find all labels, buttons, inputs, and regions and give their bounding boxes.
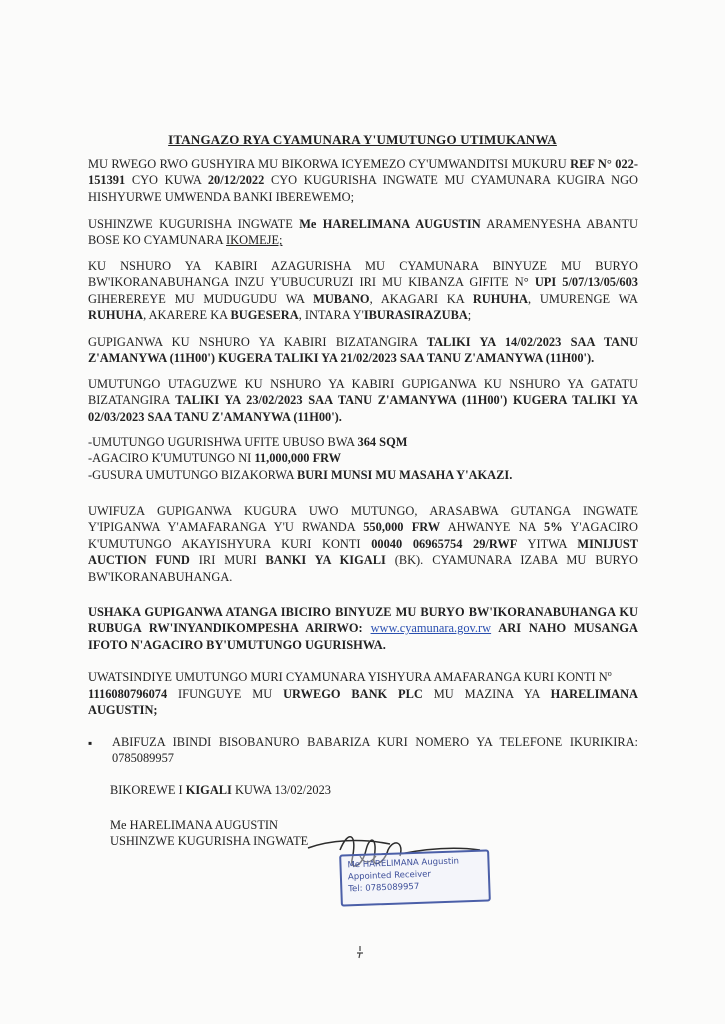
text: USHINZWE KUGURISHA INGWATE (88, 217, 300, 231)
text: Y'AGACIRO K'UMUTUNGO AKAYISHYURA KURI KONTI (88, 520, 638, 551)
text: MU MAZINA YA (422, 686, 551, 701)
deposit-percent: 5% (544, 520, 563, 535)
text: AHWANYE NA (440, 520, 545, 535)
signing-date: KUWA 13/02/2023 (231, 783, 331, 797)
sector: RUHUHA (88, 308, 144, 323)
text: -UMUTUNGO UGURISHWA UFITE UBUSO BWA (88, 435, 358, 449)
paragraph-third-bidding (88, 376, 638, 425)
text: -GUSURA UMUTUNGO BIZAKORWA (88, 467, 297, 482)
deposit-amount: 550,000 FRW (363, 520, 441, 535)
text: IRI MURI (189, 553, 266, 568)
signer-role: USHINZWE KUGURISHA INGWATE (110, 834, 309, 849)
text: (BK). CYAMUNARA IZABA MU BURYO BW'IKORANABUHANGA. (88, 553, 639, 584)
upi-number: UPI 5/07/13/05/603 (534, 275, 638, 290)
province: IBURASIRAZUBA (363, 308, 468, 323)
text: USHAKA GUPIGANWA ATANGA IBICIRO BINYUZE MU BURYO BW'IKORANABUHANGA KU RUBUGA RW'INYANDIKOMPESHA ARIRWO: (88, 605, 638, 636)
paragraph-decision (88, 156, 638, 205)
paragraph-deposit (88, 503, 638, 585)
text: GUPIGANWA KU NSHURO YA KABIRI BIZATANGIRA (88, 335, 427, 349)
auction-website-link[interactable]: www.cyamunara.gov.rw (370, 621, 492, 636)
paragraph-contact: ABIFUZA IBINDI BISOBANURO BABARIZA KURI NOMERO YA TELEFONE IKURIKIRA: 0785089957 (112, 735, 638, 766)
stamp-line: Me HARELIMANA Augustin (347, 856, 460, 871)
list-item (88, 434, 638, 450)
visit-hours: BURI MUNSI MU MASAHA Y'AKAZI. (296, 467, 513, 482)
text: MU RWEGO RWO GUSHYIRA MU BIKORWA ICYEMEZO CY'UMWANDITSI MUKURU (88, 157, 571, 171)
text: , INTARA Y' (298, 308, 364, 323)
property-value: 11,000,000 FRW (254, 451, 342, 466)
text: GIHEREREYE MU MUDUGUDU WA (88, 291, 314, 306)
property-area: 364 SQM (357, 435, 408, 449)
text: ; (467, 308, 472, 323)
account-holder: HARELIMANA AUGUSTIN; (88, 686, 639, 717)
text: IKOMEJE; (226, 233, 283, 248)
text: , UMURENGE WA (527, 291, 638, 306)
official-stamp (339, 849, 491, 906)
text: , AKAGARI KA (369, 291, 473, 306)
text: KU NSHURO YA KABIRI AZAGURISHA MU CYAMUNARA BINYUZE MU BURYO BW'IKORANABUHANGA INZU Y'UBUCURUZI IRI MU KIBANZA GIFITE N° (88, 259, 638, 290)
receiver-name: Me HARELIMANA AUGUSTIN (299, 217, 481, 231)
fund-name: MINIJUST AUCTION FUND (88, 536, 638, 568)
page-title: ITANGAZO RYA CYAMUNARA Y'UMUTUNGO UTIMUKANWA (168, 132, 557, 147)
signer-name: Me HARELIMANA AUGUSTIN (110, 818, 278, 832)
bidding-dates: TALIKI YA 14/02/2023 SAA TANU Z'AMANYWA (11H00') KUGERA TALIKI YA 21/02/2023 SAA TANU Z'AMANYWA (11H00'). (88, 335, 639, 366)
reference-number: REF N° 022-151391 (88, 157, 639, 188)
deposit-account: 00040 06965754 29/RWF (371, 536, 518, 551)
stamp-line: Tel: 0785089957 (348, 881, 420, 895)
text: BIKOREWE I (110, 783, 186, 797)
list-item (88, 450, 638, 466)
decision-date: 20/12/2022 (207, 173, 265, 188)
text: -AGACIRO K'UMUTUNGO NI (88, 451, 255, 466)
bidding-dates: TALIKI YA 23/02/2023 SAA TANU Z'AMANYWA (11H00') KUGERA TALIKI YA 02/03/2023 SAA TANU Z'AMANYWA (11H00'). (88, 393, 638, 424)
village: MUBANO (313, 291, 370, 306)
district: BUGESERA (230, 308, 299, 323)
bank-name: BANKI YA KIGALI (265, 553, 386, 568)
text: UMUTUNGO UTAGUZWE KU NSHURO YA KABIRI GUPIGANWA KU NSHURO YA GATATU BIZATANGIRA (88, 377, 638, 408)
text: ARAMENYESHA ABANTU BOSE KO CYAMUNARA (88, 217, 638, 248)
list-item (88, 467, 638, 483)
paragraph-second-bidding (88, 334, 638, 367)
text: YITWA (517, 536, 578, 551)
text: CYO KUGURISHA INGWATE MU CYAMUNARA KUGIRA NGO HISHYURWE UMWENDA BANKI IBEREWEMO; (88, 173, 639, 204)
text: CYO KUWA (125, 173, 208, 188)
paragraph-payment (88, 666, 638, 718)
place-and-date (110, 782, 660, 798)
property-details-list (88, 434, 638, 483)
paragraph-property (88, 258, 638, 324)
stamp-line: Appointed Receiver (347, 869, 432, 883)
text: o (607, 669, 612, 678)
paragraph-online-bidding (88, 604, 638, 653)
payment-account: 1116080796074 (88, 686, 168, 701)
text: , AKARERE KA (143, 308, 231, 323)
city: KIGALI (185, 783, 232, 797)
text: UWIFUZA GUPIGANWA KUGURA UWO MUTUNGO, ARASABWA GUTANGA INGWATE Y'IPIGANWA Y'AMAFARANGA Y'U RWANDA (88, 504, 638, 535)
bullet-icon: ▪ (88, 736, 93, 750)
paragraph-announcer (88, 216, 638, 249)
ink-mark-icon (355, 945, 365, 959)
text: ARI NAHO MUSANGA IFOTO N'AGACIRO BY'UMUTUNGO UGURISHWA. (88, 621, 638, 652)
text: UWATSINDIYE UMUTUNGO MURI CYAMUNARA YISHYURA AMAFARANGA KURI KONTI N (88, 670, 608, 685)
text: IFUNGUYE MU (167, 686, 284, 701)
cell: RUHUHA (472, 291, 528, 306)
payment-bank: URWEGO BANK PLC (283, 686, 423, 701)
